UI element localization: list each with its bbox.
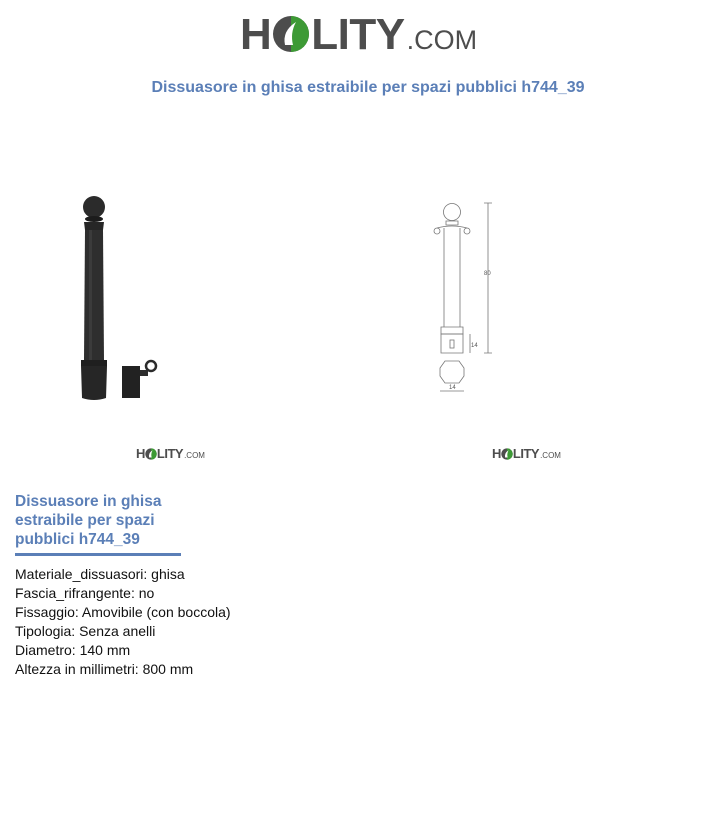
technical-drawing xyxy=(425,195,510,400)
page-title: Dissuasore in ghisa estraibile per spazi pubblici h744_39 xyxy=(151,79,585,96)
product-name-heading: Dissuasore in ghisa estraibile per spazi pubblici h744_39 xyxy=(15,493,162,548)
spec-material: Materiale_dissuasori: ghisa xyxy=(15,566,185,582)
height-dimension-label: 80 xyxy=(484,271,491,277)
diameter-dimension-label: 14 xyxy=(449,385,456,391)
logo-letters-lity: LITY xyxy=(512,446,540,461)
spec-reflective-band: Fascia_rifrangente: no xyxy=(15,585,155,601)
logo-domain: .COM xyxy=(540,451,561,460)
logo-letter-h: H xyxy=(492,446,501,461)
logo-o-icon xyxy=(145,448,157,460)
spec-fixing: Fissaggio: Amovibile (con boccola) xyxy=(15,604,231,620)
logo-domain: .COM xyxy=(184,451,205,460)
spec-diameter: Diametro: 140 mm xyxy=(15,642,131,658)
logo-letters-lity: LITY xyxy=(156,446,184,461)
logo-letter-h: H xyxy=(240,10,272,59)
logo-o-icon xyxy=(272,14,310,52)
spec-list xyxy=(15,565,231,679)
product-photo xyxy=(70,190,170,405)
holity-logo[interactable] xyxy=(240,10,477,60)
spec-type: Tipologia: Senza anelli xyxy=(15,623,156,639)
logo-letter-h: H xyxy=(136,446,145,461)
logo-o-icon xyxy=(501,448,513,460)
base-dimension-label: 14 xyxy=(471,343,478,349)
spec-height: Altezza in millimetri: 800 mm xyxy=(15,661,194,677)
drawing-watermark-logo xyxy=(492,446,561,461)
photo-watermark-logo xyxy=(136,446,205,461)
heading-underline xyxy=(15,553,181,556)
logo-domain: .COM xyxy=(406,25,478,55)
logo-letters-lity: LITY xyxy=(311,10,405,59)
